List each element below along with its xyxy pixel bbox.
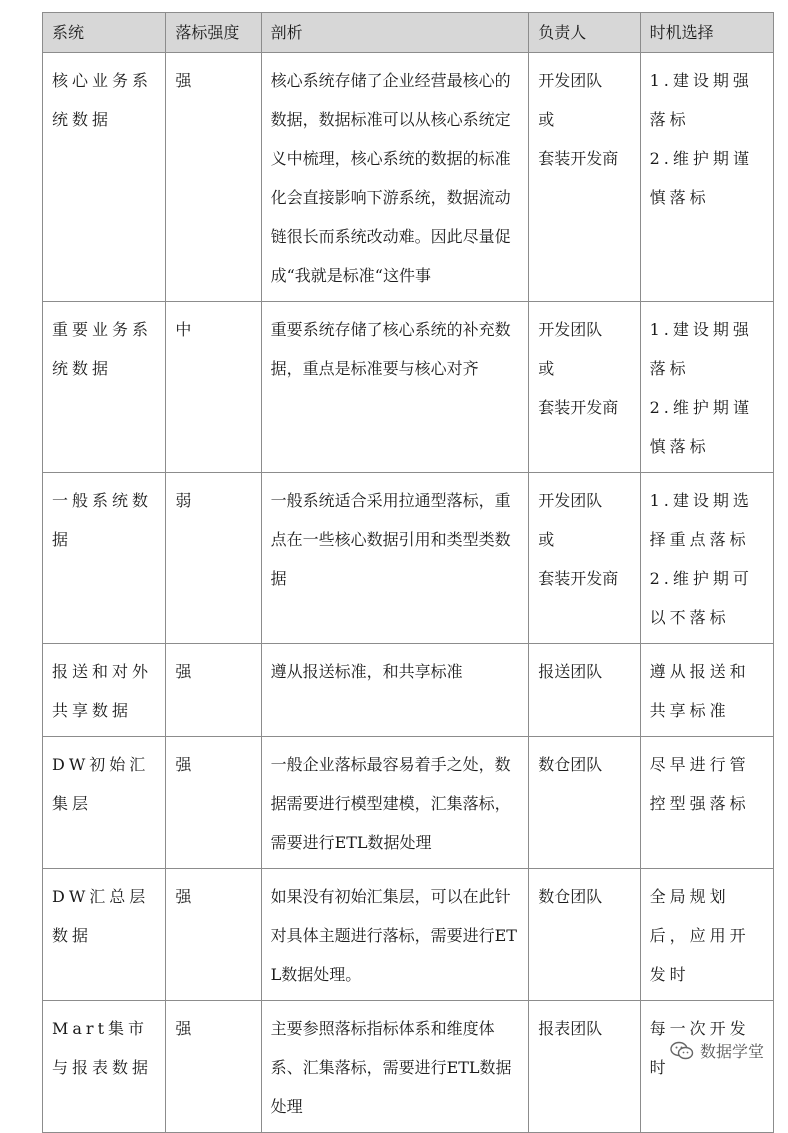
cell-timing: [640, 869, 773, 1001]
timing-line: 尽早进行管控型强落标: [649, 755, 750, 813]
cell-owner: [529, 1001, 640, 1133]
cell-timing: [640, 53, 773, 302]
owner-line: 或: [538, 110, 555, 129]
table-row: [43, 869, 774, 1001]
cell-analysis: 一般系统适合采用拉通型落标，重点在一些核心数据引用和类型类数据: [261, 473, 529, 644]
owner-line: 套装开发商: [538, 569, 619, 588]
header-analysis: 剖析: [261, 13, 529, 53]
cell-system: 一般系统数据: [43, 473, 166, 644]
cell-analysis: 如果没有初始汇集层，可以在此针对具体主题进行落标，需要进行ETL数据处理。: [261, 869, 529, 1001]
cell-system: DW初始汇集层: [43, 737, 166, 869]
table-header-row: [43, 13, 774, 53]
table-row: [43, 644, 774, 737]
cell-timing: [640, 302, 773, 473]
cell-timing: [640, 1001, 773, 1133]
cell-owner: [529, 737, 640, 869]
cell-analysis: 一般企业落标最容易着手之处，数据需要进行模型建模，汇集落标，需要进行ETL数据处理: [261, 737, 529, 869]
cell-strength: 强: [166, 644, 261, 737]
cell-owner: [529, 869, 640, 1001]
cell-owner: [529, 473, 640, 644]
cell-system: DW汇总层数据: [43, 869, 166, 1001]
table-row: [43, 302, 774, 473]
cell-strength: 强: [166, 737, 261, 869]
timing-line: 1.建设期强落标: [649, 320, 753, 378]
owner-line: 或: [538, 359, 555, 378]
owner-line: 或: [538, 530, 555, 549]
owner-line: 开发团队: [538, 491, 603, 510]
header-timing: 时机选择: [640, 13, 773, 53]
header-owner: 负责人: [529, 13, 640, 53]
owner-line: 数仓团队: [538, 887, 603, 906]
cell-timing: [640, 473, 773, 644]
header-strength: 落标强度: [166, 13, 261, 53]
cell-system: Mart集市与报表数据: [43, 1001, 166, 1133]
cell-timing: [640, 737, 773, 869]
owner-line: 数仓团队: [538, 755, 603, 774]
owner-line: 套装开发商: [538, 149, 619, 168]
header-system: 系统: [43, 13, 166, 53]
cell-strength: 强: [166, 869, 261, 1001]
watermark: [670, 1039, 764, 1062]
cell-analysis: 重要系统存储了核心系统的补充数据，重点是标准要与核心对齐: [261, 302, 529, 473]
cell-system: 核心业务系统数据: [43, 53, 166, 302]
timing-line: 遵从报送和共享标准: [649, 662, 750, 720]
cell-system: 重要业务系统数据: [43, 302, 166, 473]
cell-owner: [529, 53, 640, 302]
timing-line: 1.建设期强落标: [649, 71, 753, 129]
owner-line: 报送团队: [538, 662, 603, 681]
data-standard-table: [42, 12, 774, 1133]
timing-line: 全局规划后，应用开发时: [649, 887, 750, 984]
owner-line: 开发团队: [538, 320, 603, 339]
cell-strength: 中: [166, 302, 261, 473]
timing-line: 2.维护期可以不落标: [649, 569, 753, 627]
cell-timing: [640, 644, 773, 737]
cell-analysis: 主要参照落标指标体系和维度体系、汇集落标，需要进行ETL数据处理: [261, 1001, 529, 1133]
timing-line: 2.维护期谨慎落标: [649, 398, 753, 456]
owner-line: 套装开发商: [538, 398, 619, 417]
wechat-icon: [670, 1041, 694, 1061]
cell-system: 报送和对外共享数据: [43, 644, 166, 737]
timing-line: 1.建设期选择重点落标: [649, 491, 753, 549]
table-row: [43, 737, 774, 869]
cell-analysis: 核心系统存储了企业经营最核心的数据，数据标准可以从核心系统定义中梳理，核心系统的数据的标准化会直接影响下游系统，数据流动链很长而系统改动难。因此尽量促成“我就是标准“这件事: [261, 53, 529, 302]
owner-line: 开发团队: [538, 71, 603, 90]
timing-line: 2.维护期谨慎落标: [649, 149, 753, 207]
cell-analysis: 遵从报送标准，和共享标准: [261, 644, 529, 737]
table-row: [43, 53, 774, 302]
watermark-text: 数据学堂: [699, 1042, 764, 1061]
timing-line: 每一次开发时: [649, 1019, 750, 1077]
cell-owner: [529, 644, 640, 737]
cell-strength: 弱: [166, 473, 261, 644]
owner-line: 报表团队: [538, 1019, 603, 1038]
table-row: [43, 473, 774, 644]
table-row: [43, 1001, 774, 1133]
cell-owner: [529, 302, 640, 473]
cell-strength: 强: [166, 53, 261, 302]
cell-strength: 强: [166, 1001, 261, 1133]
